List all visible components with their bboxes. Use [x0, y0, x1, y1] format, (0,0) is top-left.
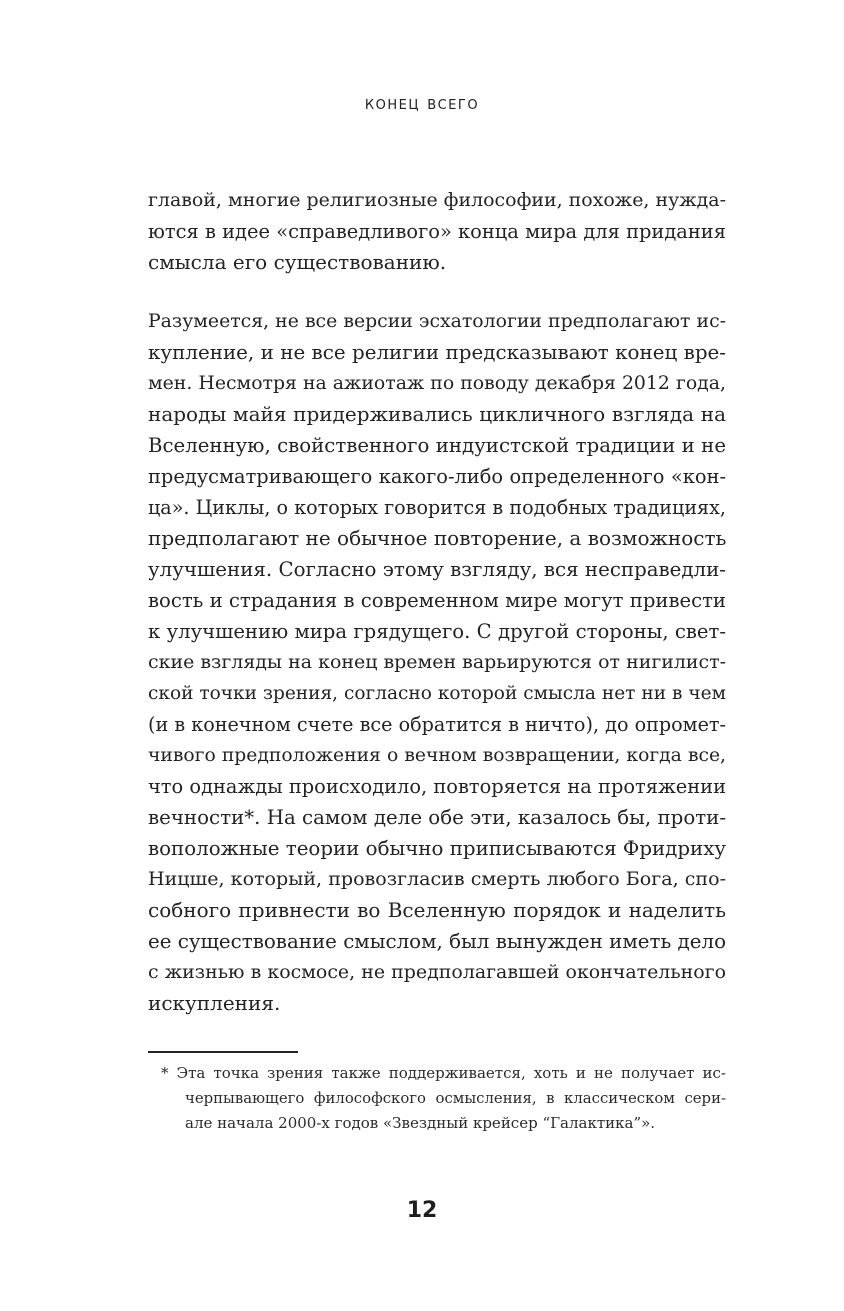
- footnote-divider: [148, 1051, 298, 1053]
- text-line: собного привнести во Вселенную порядок и наделить: [148, 898, 726, 922]
- text-line: Вселенную, свойственного индуистской традиции и не: [148, 434, 726, 457]
- text-line: вость и страдания в современном мире могут привести: [148, 589, 726, 612]
- text-line: с жизнью в космосе, не предполагавшей окончательного: [148, 961, 726, 983]
- page-number: 12: [406, 1198, 438, 1223]
- text-line: ее существование смыслом, был вынужден иметь дело: [148, 930, 726, 953]
- text-line: ются в идее «справедливого» конца мира для придания: [148, 220, 726, 243]
- text-line: (и в конечном счете все обратится в ничто), до опромет-: [148, 713, 726, 736]
- text-line: Ницше, который, провозгласив смерть любого Бога, спо-: [148, 868, 726, 890]
- text-line: улучшения. Согласно этому взгляду, вся несправедли-: [148, 558, 726, 581]
- paragraph-2: [148, 306, 726, 1019]
- text-line: ские взгляды на конец времен варьируются от нигилист-: [148, 651, 726, 673]
- footnote-line: черпывающего философского осмысления, в классическом сери-: [185, 1089, 726, 1107]
- text-line: смысла его существованию.: [148, 250, 447, 274]
- footnote-line: * Эта точка зрения также поддерживается, хоть и не получает ис-: [161, 1064, 726, 1082]
- footnote: [161, 1061, 726, 1136]
- text-line: ца». Циклы, о которых говорится в подобных традициях,: [148, 496, 726, 519]
- text-line: ской точки зрения, согласно которой смысла нет ни в чем: [148, 683, 726, 704]
- text-line: воположные теории обычно приписываются Фридриху: [148, 837, 726, 860]
- text-line: Разумеется, не все версии эсхатологии предполагают ис-: [148, 311, 726, 332]
- footnote-line: але начала 2000-х годов «Звездный крейсер “Галактика”».: [185, 1114, 656, 1132]
- text-line: вечности*. На самом деле обе эти, казалось бы, проти-: [148, 806, 727, 829]
- text-line: мен. Несмотря на ажиотаж по поводу декабря 2012 года,: [148, 373, 726, 394]
- text-line: купление, и не все религии предсказывают конец вре-: [148, 341, 726, 364]
- text-line: чивого предположения о вечном возвращении, когда все,: [148, 745, 726, 766]
- text-line: к улучшению мира грядущего. С другой стороны, свет-: [148, 620, 726, 643]
- paragraph-1: [148, 185, 726, 278]
- text-line: главой, многие религиозные философии, похоже, нужда-: [148, 189, 726, 211]
- running-header: конец всего: [364, 93, 480, 114]
- text-line: искупления.: [148, 991, 281, 1015]
- text-line: предусматривающего какого-либо определенного «кон-: [148, 465, 726, 488]
- text-line: предполагают не обычное повторение, а возможность: [148, 526, 727, 550]
- text-line: народы майя придерживались цикличного взгляда на: [148, 402, 726, 426]
- text-line: что однажды происходило, повторяется на протяжении: [148, 775, 726, 798]
